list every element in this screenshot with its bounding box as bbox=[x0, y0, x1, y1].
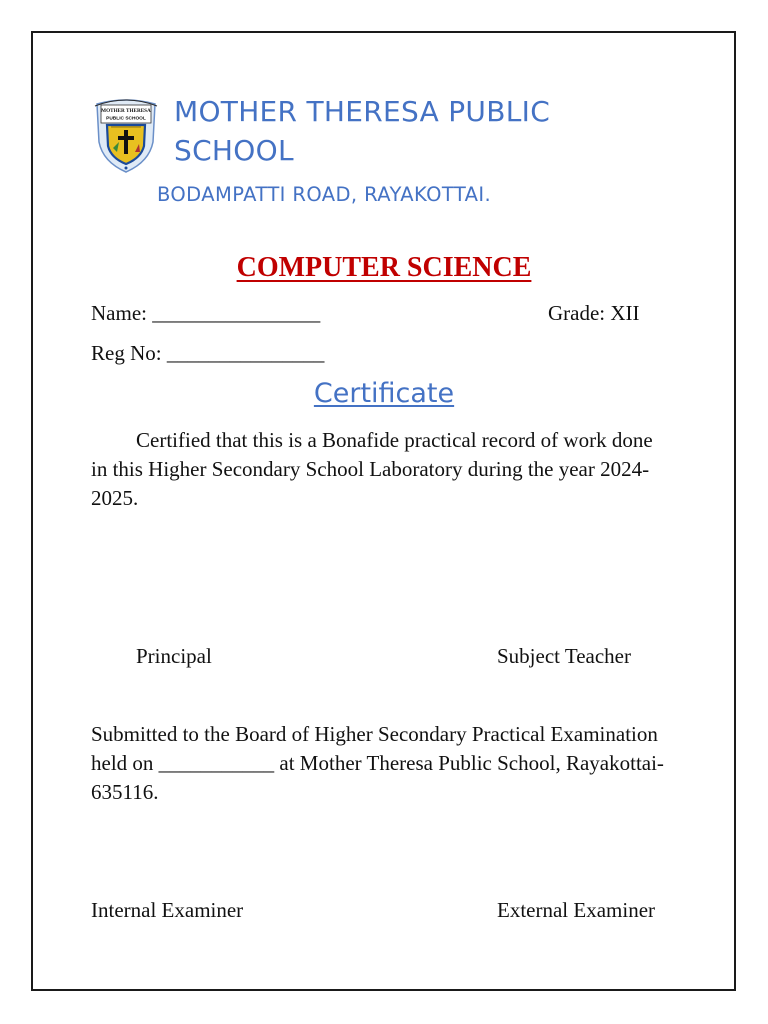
grade-field: Grade: XII bbox=[548, 301, 640, 325]
submission-text: Submitted to the Board of Higher Secondary Practical Examination held on ___________ at Mother Theresa Public School, Rayakottai- 635116. bbox=[91, 722, 664, 804]
svg-text:MOTHER THERESA: MOTHER THERESA bbox=[101, 108, 151, 114]
reg-no-field: Reg No: _______________ bbox=[91, 341, 325, 365]
school-address: BODAMPATTI ROAD, RAYAKOTTAI. bbox=[157, 183, 492, 206]
school-name: MOTHER THERESA PUBLIC SCHOOL bbox=[174, 95, 551, 167]
name-field: Name: ________________ bbox=[91, 301, 321, 325]
subject-title: COMPUTER SCIENCE bbox=[236, 252, 532, 283]
external-examiner-label: External Examiner bbox=[497, 898, 656, 922]
subject-teacher-signature-label: Subject Teacher bbox=[497, 644, 631, 668]
school-crest-icon bbox=[91, 96, 161, 174]
certificate-text: Certified that this is a Bonafide practical record of work done in this Higher Secondary School Laboratory during the year 2024-2025. bbox=[91, 428, 653, 510]
svg-text:PUBLIC SCHOOL: PUBLIC SCHOOL bbox=[106, 116, 146, 122]
principal-signature-label: Principal bbox=[136, 644, 212, 668]
internal-examiner-label: Internal Examiner bbox=[91, 898, 244, 922]
certificate-title: Certificate bbox=[313, 378, 455, 409]
